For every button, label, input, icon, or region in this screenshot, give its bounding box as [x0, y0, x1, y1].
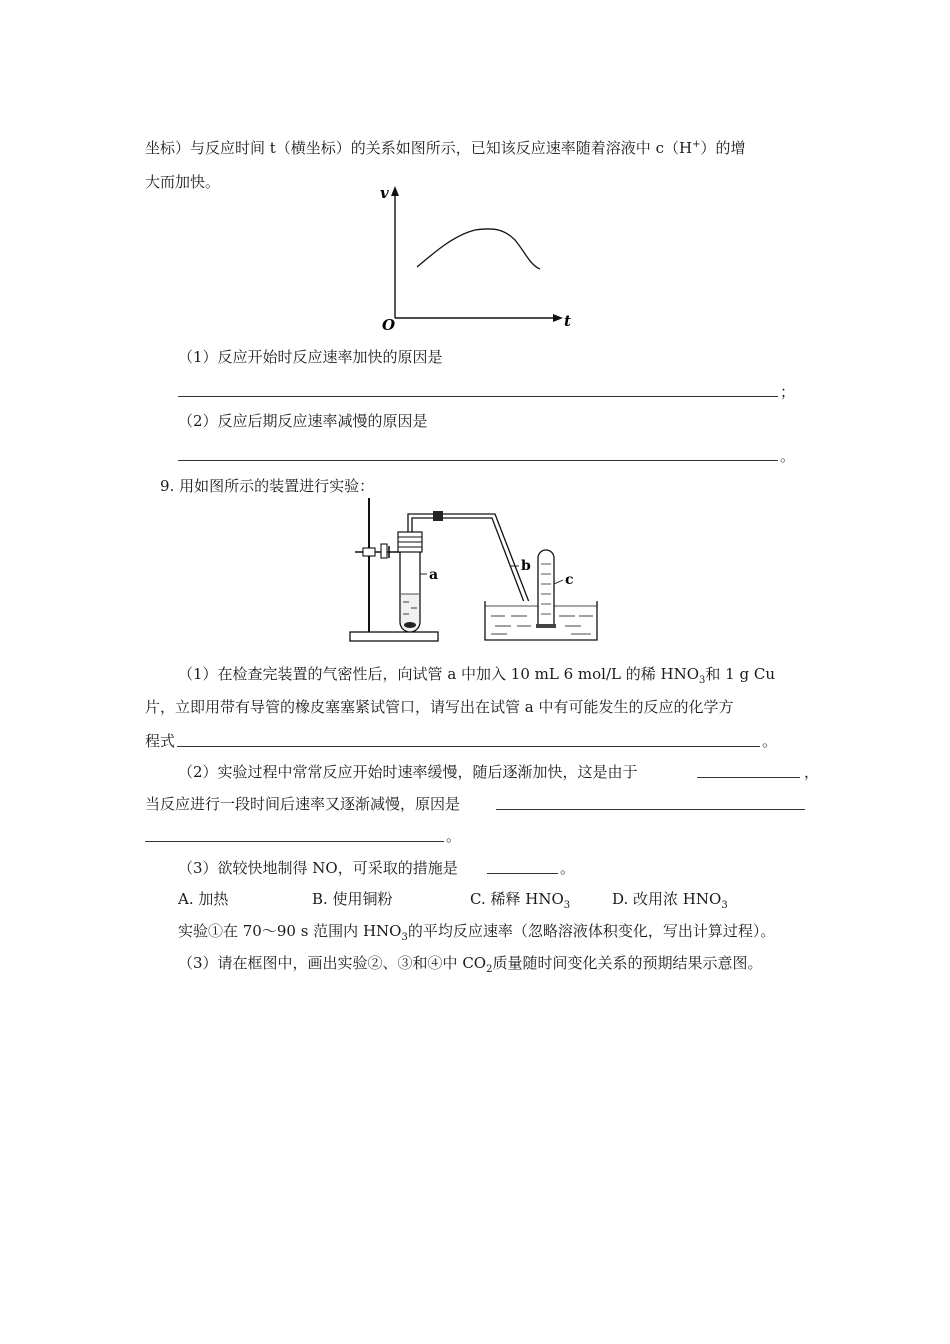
- option-a[interactable]: A. 加热: [178, 890, 229, 908]
- q9-part2-line3-end: 。: [446, 827, 462, 845]
- x-axis-label: t: [564, 312, 571, 330]
- q9-title: 9. 用如图所示的装置进行实验：: [160, 477, 375, 495]
- q9-part1-line3: 程式: [145, 732, 176, 750]
- q9-part2-line1: （2）实验过程中常常反应开始时速率缓慢，随后逐渐加快，这是由于: [178, 763, 638, 781]
- label-a: a: [429, 567, 439, 583]
- y-axis-arrow: [391, 186, 399, 196]
- q9-part2-line1-end: ，: [804, 763, 820, 781]
- rate-curve: [417, 229, 540, 269]
- q8-part2-answer-blank[interactable]: [178, 460, 778, 461]
- y-axis-label: v: [380, 184, 389, 202]
- co2-mass-question: （3）请在框图中，画出实验②、③和④中 $CO_2$质量随时间变化关系的预期结果示意图。: [178, 954, 763, 975]
- q9-part2-line2: 当反应进行一段时间后速率又逐渐减慢，原因是: [145, 795, 461, 813]
- q9-part1-line2: 片，立即用带有导管的橡皮塞塞紧试管口，请写出在试管 a 中有可能发生的反应的化学方: [145, 698, 734, 716]
- copper-pieces: [404, 622, 416, 628]
- experiment-rate-question: 实验①在 70～90 s 范围内 $HNO_3$的平均反应速率（忽略溶液体积变化，写出计算过程）。: [178, 922, 776, 943]
- collection-tube-c: [538, 550, 554, 627]
- q9-part2-blank2[interactable]: [496, 809, 805, 810]
- q8-intro-line1: 坐标）与反应时间 t（横坐标）的关系如图所示，已知该反应速率随着溶液中 c（H+）的增: [145, 139, 746, 157]
- q9-part1-answer-blank[interactable]: [177, 746, 760, 747]
- option-c[interactable]: C. 稀释 $HNO_3$: [470, 890, 571, 911]
- q8-part2-end: 。: [780, 447, 796, 465]
- q8-part2: （2）反应后期反应速率减慢的原因是: [178, 412, 428, 430]
- q9-part2-blank3[interactable]: [145, 841, 444, 842]
- q8-part1-end: ；: [780, 383, 796, 401]
- q9-part2-blank1[interactable]: [697, 777, 800, 778]
- clamp-screw: [381, 544, 387, 558]
- q9-part3-end: 。: [560, 859, 576, 877]
- option-b[interactable]: B. 使用铜粉: [312, 890, 393, 908]
- q9-part3-blank[interactable]: [487, 873, 558, 874]
- label-c: c: [565, 572, 574, 588]
- q8-intro-line2: 大而加快。: [145, 173, 221, 191]
- q9-part1-line1: （1）在检查完装置的气密性后，向试管 a 中加入 10 mL 6 mol/L 的稀 $HNO_3$和 1 g Cu: [178, 665, 775, 686]
- option-d[interactable]: D. 改用浓 $HNO_3$: [612, 890, 728, 911]
- apparatus-diagram: [345, 494, 605, 646]
- q8-part1-answer-blank[interactable]: [178, 396, 778, 397]
- tube-joint: [433, 511, 443, 521]
- clamp-boss: [363, 548, 375, 556]
- q9-part1-end: 。: [762, 732, 778, 750]
- q9-part3: （3）欲较快地制得 NO，可采取的措施是: [178, 859, 458, 877]
- label-b: b: [521, 558, 531, 574]
- x-axis-arrow: [553, 314, 563, 322]
- rate-time-graph: [375, 180, 580, 335]
- origin-label: O: [382, 316, 396, 334]
- q8-part1: （1）反应开始时反应速率加快的原因是: [178, 348, 443, 366]
- stand-base: [350, 632, 438, 641]
